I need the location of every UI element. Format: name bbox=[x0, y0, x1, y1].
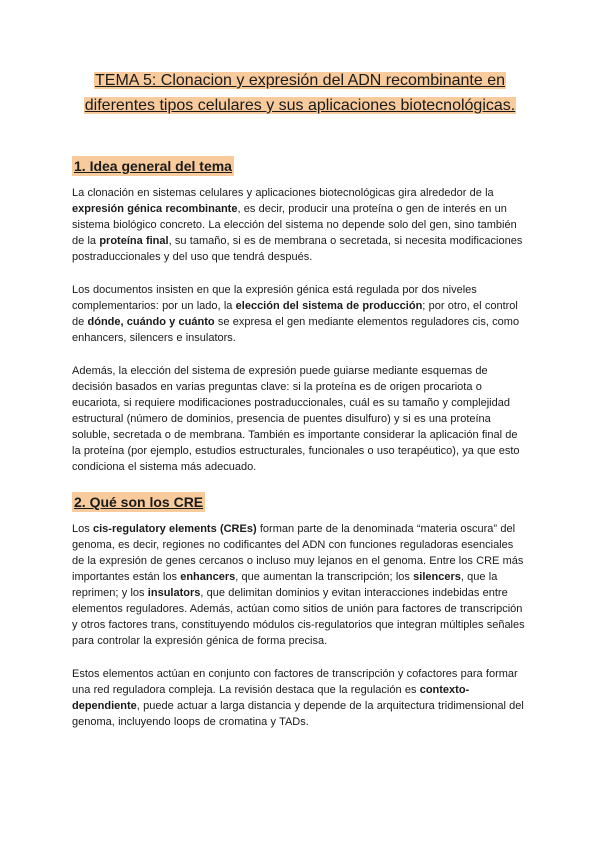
paragraph: Estos elementos actúan en conjunto con factores de transcripción y cofactores para formar una red reguladora compleja. La revisión destaca que la regulación es contexto-dependiente, puede actuar a larga distancia y depende de la arquitectura tridimensional del genoma, incluyendo loops de cromatina y TADs. bbox=[72, 668, 524, 728]
bold-term: contexto-dependiente bbox=[72, 684, 470, 712]
paragraph: La clonación en sistemas celulares y aplicaciones biotecnológicas gira alrededor de la expresión génica recombinante, es decir, producir una proteína o gen de interés en un sistema biológico concreto. La elección del sistema no depende solo del gen, sino también de la proteína final, su tamaño, si es de membrana o secretada, si necesita modificaciones postraduccionales y del uso que tendrá después. bbox=[72, 187, 523, 263]
bold-term: cis-regulatory elements (CREs) bbox=[93, 523, 257, 535]
section-heading: 2. Qué son los CRE bbox=[74, 494, 204, 510]
bold-term: proteína final bbox=[99, 235, 169, 247]
paragraph: Además, la elección del sistema de expresión puede guiarse mediante esquemas de decisión basados en varias preguntas clave: si la proteína es de origen procariota o eucariota, si requiere modificaciones postraduccionales, cuál es su tamaño y complejidad estructural (número de dominios, presencia de puentes disulfuro) y si es una proteína soluble, secretada o de membrana. También es importante considerar la aplicación final de la proteína (por ejemplo, estudios estructurales, funcionales o uso terapéutico), ya que esto condiciona el sistema más adecuado. bbox=[72, 365, 520, 473]
bold-term: dónde, cuándo y cuánto bbox=[87, 316, 215, 328]
section-heading: 1. Idea general del tema bbox=[74, 158, 232, 174]
bold-term: expresión génica recombinante bbox=[72, 203, 238, 215]
title-text: TEMA 5: Clonacion y expresión del ADN recombinante en diferentes tipos celulares y sus aplicaciones biotecnológicas. bbox=[84, 72, 516, 114]
bold-term: elección del sistema de producción bbox=[235, 300, 423, 312]
bold-term: enhancers bbox=[180, 571, 236, 583]
section-que-son-cre bbox=[72, 492, 528, 730]
bold-term: insulators bbox=[147, 587, 201, 599]
section-idea-general bbox=[72, 156, 528, 475]
bold-term: silencers bbox=[413, 571, 461, 583]
paragraph: Los cis-regulatory elements (CREs) forman parte de la denominada “materia oscura” del genoma, es decir, regiones no codificantes del ADN con funciones reguladoras esenciales de la expresión de genes cercanos o incluso muy lejanos en el genoma. Entre los CRE más importantes están los enhancers, que aumentan la transcripción; los silencers, que la reprimen; y los insulators, que delimitan dominios y evitan interacciones indebidas entre elementos reguladores. Además, actúan como sitios de unión para factores de transcripción y otros factores trans, constituyendo módulos cis-regulatorios que integran múltiples señales para controlar la expresión génica de forma precisa. bbox=[72, 523, 525, 647]
document-title bbox=[80, 68, 520, 118]
paragraph: Los documentos insisten en que la expresión génica está regulada por dos niveles complementarios: por un lado, la elección del sistema de producción; por otro, el control de dónde, cuándo y cuánto se expresa el gen mediante elementos reguladores cis, como enhancers, silencers e insulators. bbox=[72, 284, 520, 344]
